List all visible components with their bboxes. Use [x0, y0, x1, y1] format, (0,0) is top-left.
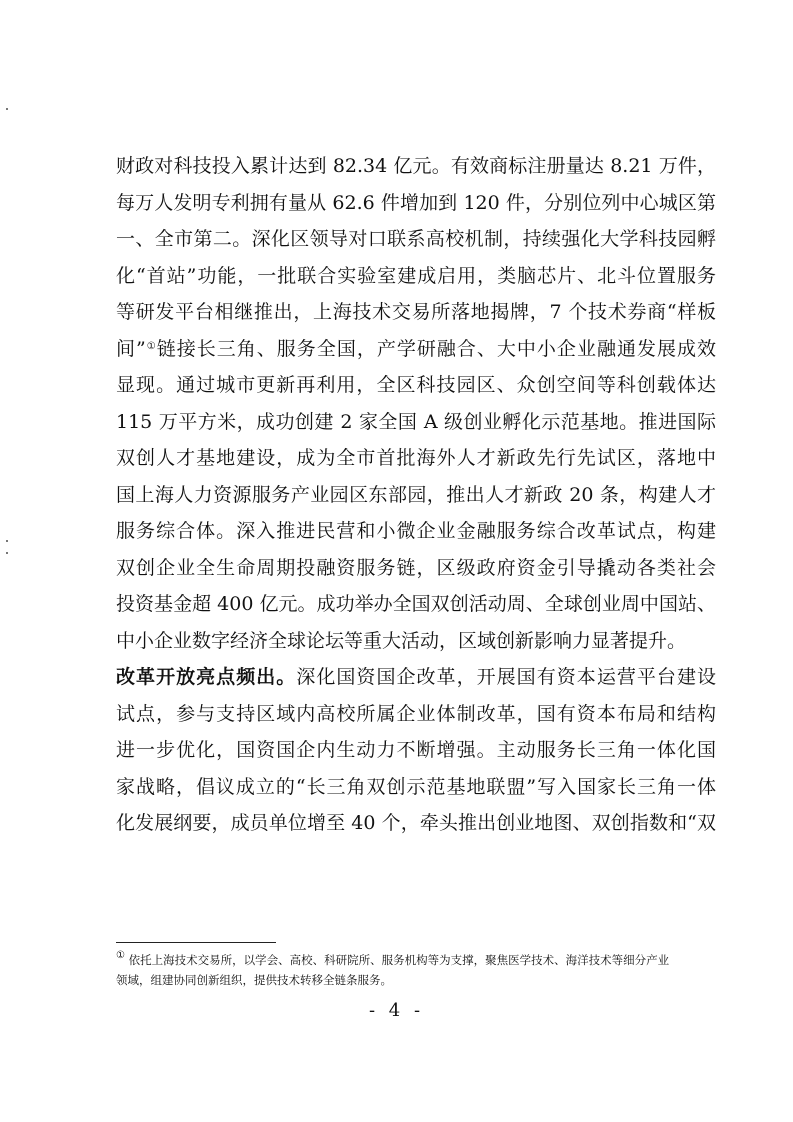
body-line-7: 显现。通过城市更新再利用，全区科技园区、众创空间等科创载体达 — [116, 374, 716, 396]
body-line-1: 财政对科技投入累计达到 82.34 亿元。有效商标注册量达 8.21 万件， — [116, 155, 716, 177]
body-line-2: 每万人发明专利拥有量从 62.6 件增加到 120 件，分别位列中心城区第 — [116, 191, 716, 214]
body-line-8: 115 万平方米，成功创建 2 家全国 A 级创业孵化示范基地。推进国际 — [116, 410, 716, 433]
footnote-marker: ① — [116, 950, 125, 961]
footnote-divider — [116, 942, 276, 943]
footnote-line-2: 领域，组建协同创新组织，提供技术转移全链条服务。 — [116, 973, 392, 987]
footnote-line-1 — [116, 950, 716, 970]
scan-artifact-dot — [6, 540, 8, 542]
scan-artifact-dot — [6, 552, 8, 554]
body-line-6-prefix: 间” — [116, 337, 146, 360]
paragraph-lead-heading: 改革开放亮点频出。 — [116, 666, 297, 688]
body-line-16: 试点，参与支持区域内高校所属企业体制改革，国有资本布局和结构 — [116, 702, 716, 725]
footnote-line-1-text: 依托上海技术交易所，以学会、高校、科研院所、服务机构等为支撑，聚焦医学技术、海洋技术等细分产业 — [128, 953, 670, 967]
body-line-10: 国上海人力资源服务产业园区东部园，推出人才新政 20 条，构建人才 — [116, 483, 716, 506]
body-line-15-rest: 深化国资国企改革，开展国有资本运营平台建设 — [296, 666, 716, 688]
scan-artifact-dot — [6, 108, 8, 110]
body-line-12: 双创企业全生命周期投融资服务链，区级政府资金引导撬动各类社会 — [116, 556, 716, 579]
body-line-5: 等研发平台相继推出，上海技术交易所落地揭牌，7 个技术券商“样板 — [116, 301, 716, 323]
body-line-15 — [116, 659, 716, 696]
footnote — [116, 950, 716, 990]
body-line-17: 进一步优化，国资国企内生动力不断增强。主动服务长三角一体化国 — [116, 739, 716, 761]
body-line-14: 中小企业数字经济全球论坛等重大活动，区域创新影响力显著提升。 — [116, 629, 687, 652]
body-line-18: 家战略，倡议成立的“长三角双创示范基地联盟”写入国家长三角一体 — [116, 775, 716, 798]
body-line-6 — [116, 331, 716, 368]
body-line-4: 化“首站”功能，一批联合实验室建成启用，类脑芯片、北斗位置服务 — [116, 264, 716, 287]
body-line-13: 投资基金超 400 亿元。成功举办全国双创活动周、全球创业周中国站、 — [116, 593, 716, 615]
body-line-19: 化发展纲要，成员单位增至 40 个，牵头推出创业地图、双创指数和“双 — [116, 812, 716, 834]
body-line-11: 服务综合体。深入推进民营和小微企业金融服务综合改革试点，构建 — [116, 520, 716, 542]
body-line-3: 一、全市第二。深化区领导对口联系高校机制，持续强化大学科技园孵 — [116, 228, 716, 250]
body-line-9: 双创人才基地建设，成为全市首批海外人才新政先行先试区，落地中 — [116, 447, 716, 469]
page-number: - 4 - — [368, 1000, 425, 1021]
body-text — [116, 148, 716, 842]
footnote-reference: ① — [145, 340, 157, 352]
body-line-6-rest: 链接长三角、服务全国，产学研融合、大中小企业融通发展成效 — [156, 337, 717, 360]
